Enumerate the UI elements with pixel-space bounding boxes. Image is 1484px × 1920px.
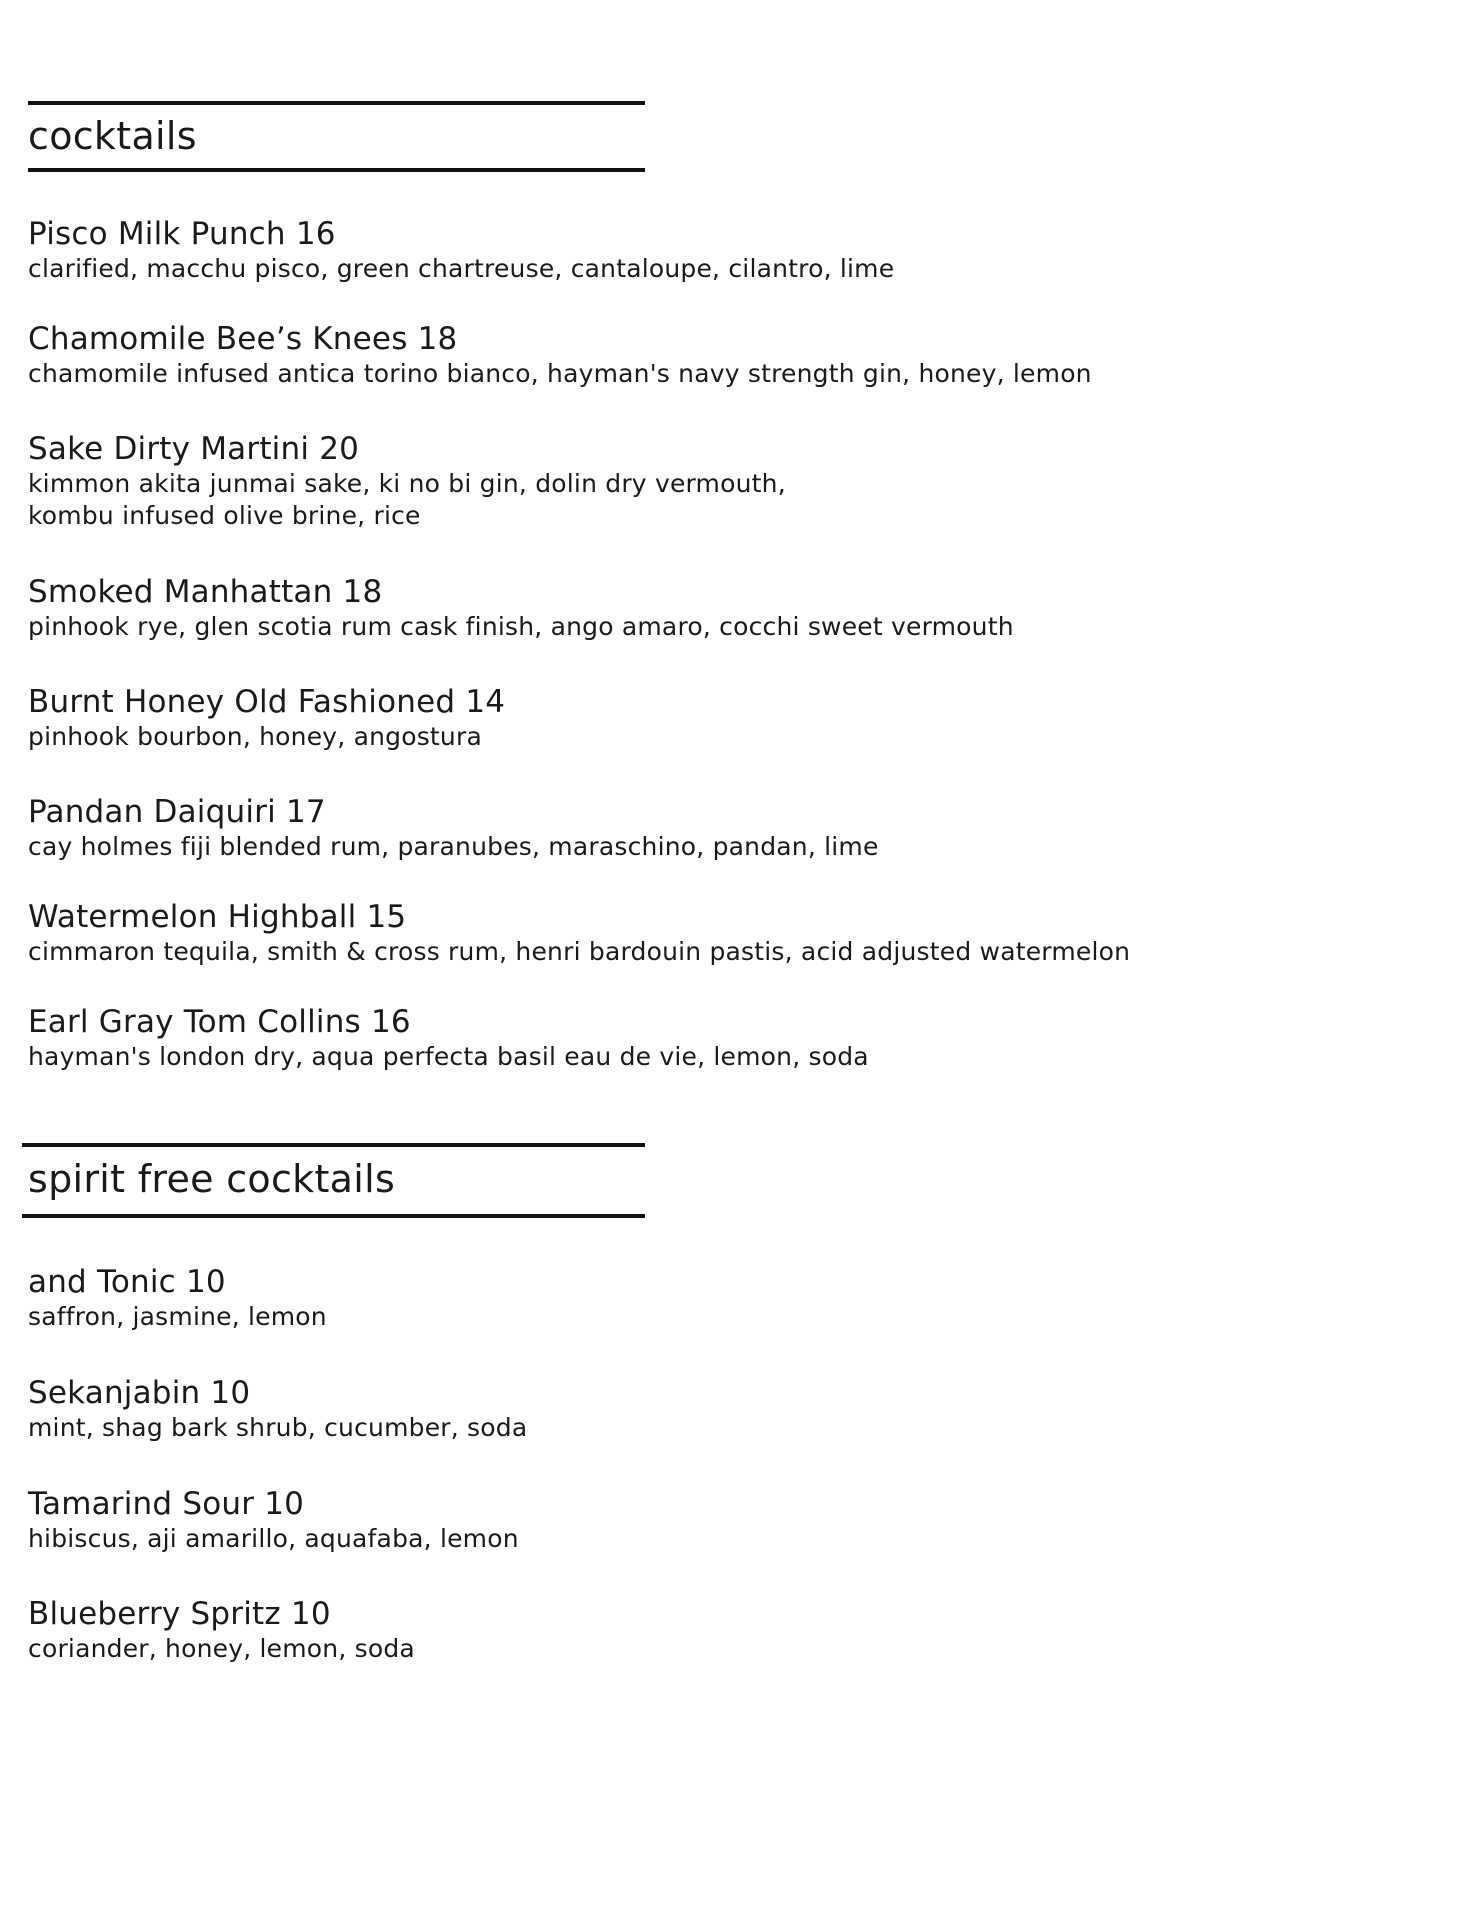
- menu-item-description: saffron, jasmine, lemon: [28, 1302, 327, 1331]
- menu-item-price: 10: [210, 1375, 251, 1411]
- menu-item-name: Sake Dirty Martini: [28, 431, 310, 467]
- menu-item-title: [28, 898, 1448, 936]
- menu-item-title: [28, 1595, 1448, 1633]
- section-title: spirit free cocktails: [28, 1157, 396, 1201]
- section-title: cocktails: [28, 114, 197, 158]
- menu-item: [28, 1485, 1448, 1555]
- menu-item-name: Chamomile Bee’s Knees: [28, 321, 408, 357]
- menu-item-price: 17: [285, 794, 326, 830]
- section-bottom-rule: [28, 168, 645, 172]
- menu-item-price: 10: [290, 1596, 331, 1632]
- menu-item-title: [28, 1263, 1448, 1301]
- menu-item-description: mint, shag bark shrub, cucumber, soda: [28, 1413, 528, 1442]
- menu-item-title: [28, 320, 1448, 358]
- menu-item-description: cay holmes fiji blended rum, paranubes, maraschino, pandan, lime: [28, 832, 879, 861]
- menu-item-description: clarified, macchu pisco, green chartreuse, cantaloupe, cilantro, lime: [28, 254, 895, 283]
- menu-item-name: Blueberry Spritz: [28, 1596, 281, 1632]
- menu-item: [28, 1374, 1448, 1444]
- menu-item-description: coriander, honey, lemon, soda: [28, 1634, 415, 1663]
- menu-item-price: 10: [185, 1264, 226, 1300]
- section-top-rule: [22, 1143, 645, 1147]
- menu-item-name: Tamarind Sour: [28, 1486, 255, 1522]
- menu-item-title: [28, 1003, 1448, 1041]
- menu-item-price: 18: [342, 574, 383, 610]
- menu-item-description: kimmon akita junmai sake, ki no bi gin, dolin dry vermouth, kombu infused olive brine, rice: [28, 469, 786, 530]
- section-top-rule: [28, 101, 645, 105]
- menu-item-name: Smoked Manhattan: [28, 574, 333, 610]
- menu-item-name: and Tonic: [28, 1264, 176, 1300]
- menu-item-name: Earl Gray Tom Collins: [28, 1004, 361, 1040]
- menu-item: [28, 320, 1448, 390]
- menu-item-description: hibiscus, aji amarillo, aquafaba, lemon: [28, 1524, 519, 1553]
- menu-item: [28, 1595, 1448, 1665]
- menu-item-title: [28, 1374, 1448, 1412]
- section-bottom-rule: [22, 1214, 645, 1218]
- menu-item-title: [28, 573, 1448, 611]
- menu-item-title: [28, 1485, 1448, 1523]
- menu-item-description: chamomile infused antica torino bianco, hayman's navy strength gin, honey, lemon: [28, 359, 1092, 388]
- menu-item-price: 20: [319, 431, 360, 467]
- menu-item-price: 14: [465, 684, 506, 720]
- menu-item: [28, 683, 1448, 753]
- menu-item-name: Pisco Milk Punch: [28, 216, 286, 252]
- menu-item: [28, 898, 1448, 968]
- menu-item-title: [28, 683, 1448, 721]
- menu-item: [28, 793, 1448, 863]
- menu-item-title: [28, 215, 1448, 253]
- menu-item-price: 16: [370, 1004, 411, 1040]
- menu-item-price: 15: [366, 899, 407, 935]
- menu-item-name: Sekanjabin: [28, 1375, 201, 1411]
- menu-item: [28, 215, 1448, 285]
- menu-item-name: Burnt Honey Old Fashioned: [28, 684, 456, 720]
- menu-item-description: cimmaron tequila, smith & cross rum, henri bardouin pastis, acid adjusted watermelon: [28, 937, 1131, 966]
- menu-item-name: Pandan Daiquiri: [28, 794, 276, 830]
- menu-item-price: 18: [417, 321, 458, 357]
- menu-item-title: [28, 793, 1448, 831]
- menu-item: [28, 430, 1448, 532]
- menu-item: [28, 1003, 1448, 1073]
- menu-item-description: pinhook rye, glen scotia rum cask finish, ango amaro, cocchi sweet vermouth: [28, 612, 1014, 641]
- menu-item-price: 16: [295, 216, 336, 252]
- menu-item-title: [28, 430, 1448, 468]
- menu-item: [28, 573, 1448, 643]
- menu-item-description: pinhook bourbon, honey, angostura: [28, 722, 482, 751]
- menu-item-description: hayman's london dry, aqua perfecta basil eau de vie, lemon, soda: [28, 1042, 869, 1071]
- menu-item-price: 10: [264, 1486, 305, 1522]
- menu-item-name: Watermelon Highball: [28, 899, 357, 935]
- menu-item: [28, 1263, 1448, 1333]
